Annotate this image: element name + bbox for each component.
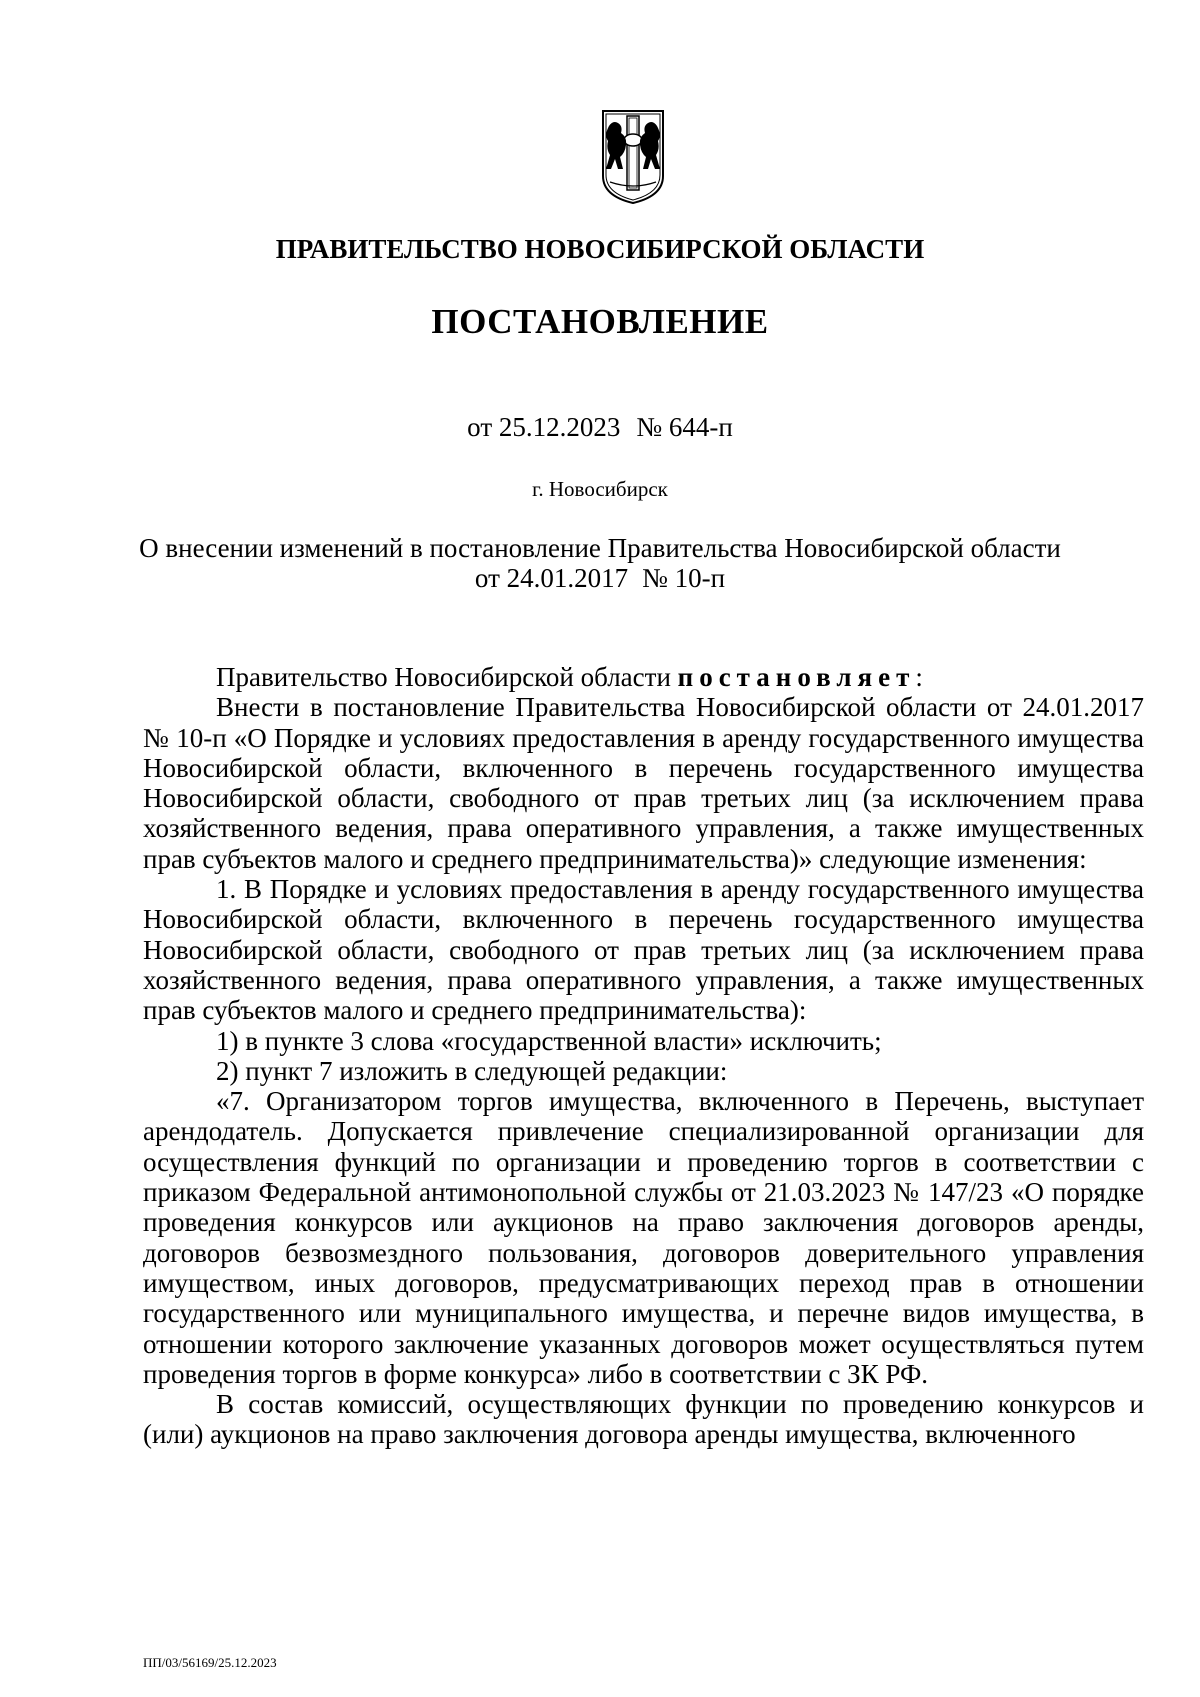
document-code: ПП/03/56169/25.12.2023 — [143, 1655, 277, 1670]
body-paragraph: В состав комиссий, осуществляющих функции по проведению конкурсов и (или) аукционов на право заключения договора аренды имущества, включенного — [143, 1389, 1144, 1450]
body-paragraph: 1. В Порядке и условиях предоставления в аренду государственного имущества Новосибирской области, включенного в перечень государственного имущества Новосибирской области, свободного от прав третьих лиц (за исключением права хозяйственного ведения, права оперативного управления, а также имущественных прав субъектов малого и среднего предпринимательства): — [143, 874, 1144, 1026]
document-subject — [110, 533, 1090, 593]
subject-line-1: О внесении изменений в постановление Правительства Новосибирской области — [139, 533, 1061, 563]
intro-prefix: Правительство Новосибирской области — [216, 662, 671, 692]
document-date-number — [0, 412, 1200, 443]
intro-keyword: постановляет — [677, 662, 916, 692]
body-paragraph: 2) пункт 7 изложить в следующей редакции: — [216, 1055, 728, 1086]
document-body — [143, 662, 1144, 1450]
subject-number: № 10-п — [642, 563, 726, 593]
body-paragraph: 1) в пункте 3 слова «государственной власти» исключить; — [216, 1025, 882, 1056]
organization-title: ПРАВИТЕЛЬСТВО НОВОСИБИРСКОЙ ОБЛАСТИ — [275, 234, 925, 264]
intro-suffix: : — [915, 662, 923, 692]
coat-of-arms-icon — [600, 108, 666, 206]
document-type: ПОСТАНОВЛЕНИЕ — [431, 302, 769, 341]
body-paragraph: «7. Организатором торгов имущества, включенного в Перечень, выступает арендодатель. Допускается привлечение специализированной организации для осуществления функций по организации и проведению торгов в соответствии с приказом Федеральной антимонопольной службы от 21.03.2023 № 147/23 «О порядке проведения конкурсов или аукционов на право заключения договоров аренды, договоров безвозмездного пользования, договоров доверительного управления имуществом, иных договоров, предусматривающих переход прав в отношении государственного или муниципального имущества, и перечне видов имущества, в отношении которого заключение указанных договоров может осуществляться путем проведения торгов в форме конкурса» либо в соответствии с ЗК РФ. — [143, 1086, 1144, 1389]
document-date: от 25.12.2023 — [467, 412, 621, 442]
document-number: № 644-п — [636, 412, 733, 442]
intro-paragraph — [143, 662, 1144, 692]
subject-date: от 24.01.2017 — [474, 563, 629, 593]
document-city: г. Новосибирск — [532, 477, 668, 501]
subject-line-2 — [110, 563, 1090, 593]
body-paragraph: Внести в постановление Правительства Новосибирской области от 24.01.2017 № 10-п «О Порядке и условиях предоставления в аренду государственного имущества Новосибирской области, включенного в перечень государственного имущества Новосибирской области, свободного от прав третьих лиц (за исключением права хозяйственного ведения, права оперативного управления, а также имущественных прав субъектов малого и среднего предпринимательства)» следующие изменения: — [143, 692, 1144, 874]
